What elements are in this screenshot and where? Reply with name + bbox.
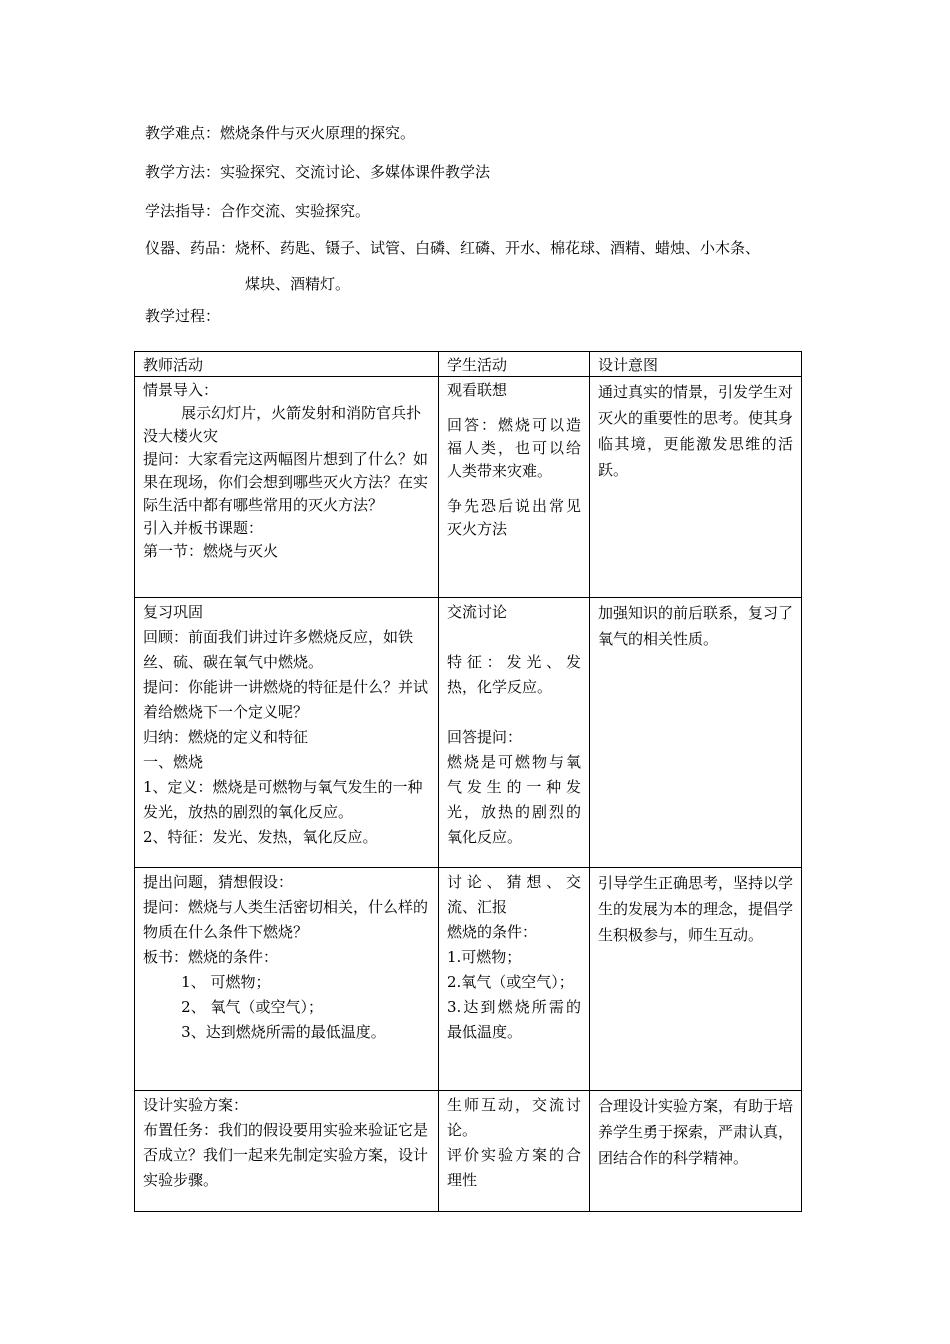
table-row xyxy=(135,377,802,598)
student-activity-text: 交流讨论 xyxy=(447,603,508,621)
student-activity-text: 回答提问： 燃烧是可燃物与氧气发生的一种发光，放热的剧烈的氧化反应。 xyxy=(447,728,581,846)
student-activity-cell xyxy=(439,377,590,598)
student-activity-text: 特征：发光、发热，化学反应。 xyxy=(447,653,581,696)
student-activity-text: 生师互动，交流讨论。 评价实验方案的合理性 xyxy=(447,1096,581,1189)
teacher-activity-cell xyxy=(135,598,439,868)
design-intent-text: 加强知识的前后联系，复习了氧气的相关性质。 xyxy=(598,604,794,648)
equipment-line-2: 煤块、酒精灯。 xyxy=(245,275,351,293)
header-student-activity: 学生活动 xyxy=(439,352,590,377)
student-activity-text: 讨论、猜想、交流、汇报 燃烧的条件： 1.可燃物； 2.氧气（或空气）； 3.达到燃烧所需的最低温度。 xyxy=(447,873,581,1041)
lesson-table xyxy=(134,351,802,1212)
teacher-activity-text: 提出问题，猜想假设： 提问：燃烧与人类生活密切相关，什么样的物质在什么条件下燃烧？ 板书：燃烧的条件： 1、 可燃物； 2、 氧气（或空气）； 3、达到燃烧所需的最低温度。 xyxy=(143,873,429,1041)
teacher-activity-cell xyxy=(135,377,439,598)
design-intent-text: 通过真实的情景，引发学生对灭火的重要性的思考。使其身临其境，更能激发思维的活跃。 xyxy=(598,383,794,479)
table-row xyxy=(135,598,802,868)
design-intent-text: 引导学生正确思考，坚持以学生的发展为本的理念，提倡学生积极参与，师生互动。 xyxy=(598,874,794,944)
student-activity-cell xyxy=(439,1091,590,1212)
table-header-row xyxy=(135,352,802,377)
design-intent-cell xyxy=(590,377,802,598)
teacher-activity-cell xyxy=(135,1091,439,1212)
table-row xyxy=(135,868,802,1091)
design-intent-text: 合理设计实验方案，有助于培养学生勇于探索，严肃认真，团结合作的科学精神。 xyxy=(598,1097,794,1167)
teaching-method: 教学方法：实验探究、交流讨论、多媒体课件教学法 xyxy=(145,163,491,181)
header-teacher-activity: 教师活动 xyxy=(135,352,439,377)
teacher-activity-cell xyxy=(135,868,439,1091)
equipment-line-1: 仪器、药品：烧杯、药匙、镊子、试管、白磷、红磷、开水、棉花球、酒精、蜡烛、小木条、 xyxy=(145,239,761,257)
design-intent-cell xyxy=(590,1091,802,1212)
student-activity-text: 争先恐后说出常见灭火方法 xyxy=(447,497,581,538)
teacher-activity-text: 设计实验方案： 布置任务：我们的假设要用实验来验证它是否成立？我们一起来先制定实验方案，设计实验步骤。 xyxy=(143,1096,429,1189)
design-intent-cell xyxy=(590,868,802,1091)
design-intent-cell xyxy=(590,598,802,868)
study-guide: 学法指导：合作交流、实验探究。 xyxy=(145,202,371,220)
teaching-process-label: 教学过程： xyxy=(145,307,221,325)
student-activity-text: 观看联想 xyxy=(447,381,508,399)
teacher-activity-text: 情景导入： 展示幻灯片，火箭发射和消防官兵扑没大楼火灾 提问：大家看完这两幅图片想到了什么？如果在现场，你们会想到哪些灭火方法？在实际生活中都有哪些常用的灭火方法？ 引入并板书课题： 第一节：燃烧与灭火 xyxy=(143,381,429,560)
teacher-activity-text: 复习巩固 回顾：前面我们讲过许多燃烧反应，如铁丝、硫、碳在氧气中燃烧。 提问：你能讲一讲燃烧的特征是什么？并试着给燃烧下一个定义呢？ 归纳：燃烧的定义和特征 一、燃烧 1、定义：燃烧是可燃物与氧气发生的一种发光，放热的剧烈的氧化反应。 2、特征：发光、发热，氧化反应。 xyxy=(143,603,429,846)
student-activity-cell xyxy=(439,868,590,1091)
student-activity-text: 回答：燃烧可以造福人类，也可以给人类带来灾难。 xyxy=(447,416,581,480)
teaching-difficulty: 教学难点：燃烧条件与灭火原理的探究。 xyxy=(145,124,416,142)
header-design-intent: 设计意图 xyxy=(590,352,802,377)
table-row xyxy=(135,1091,802,1212)
student-activity-cell xyxy=(439,598,590,868)
